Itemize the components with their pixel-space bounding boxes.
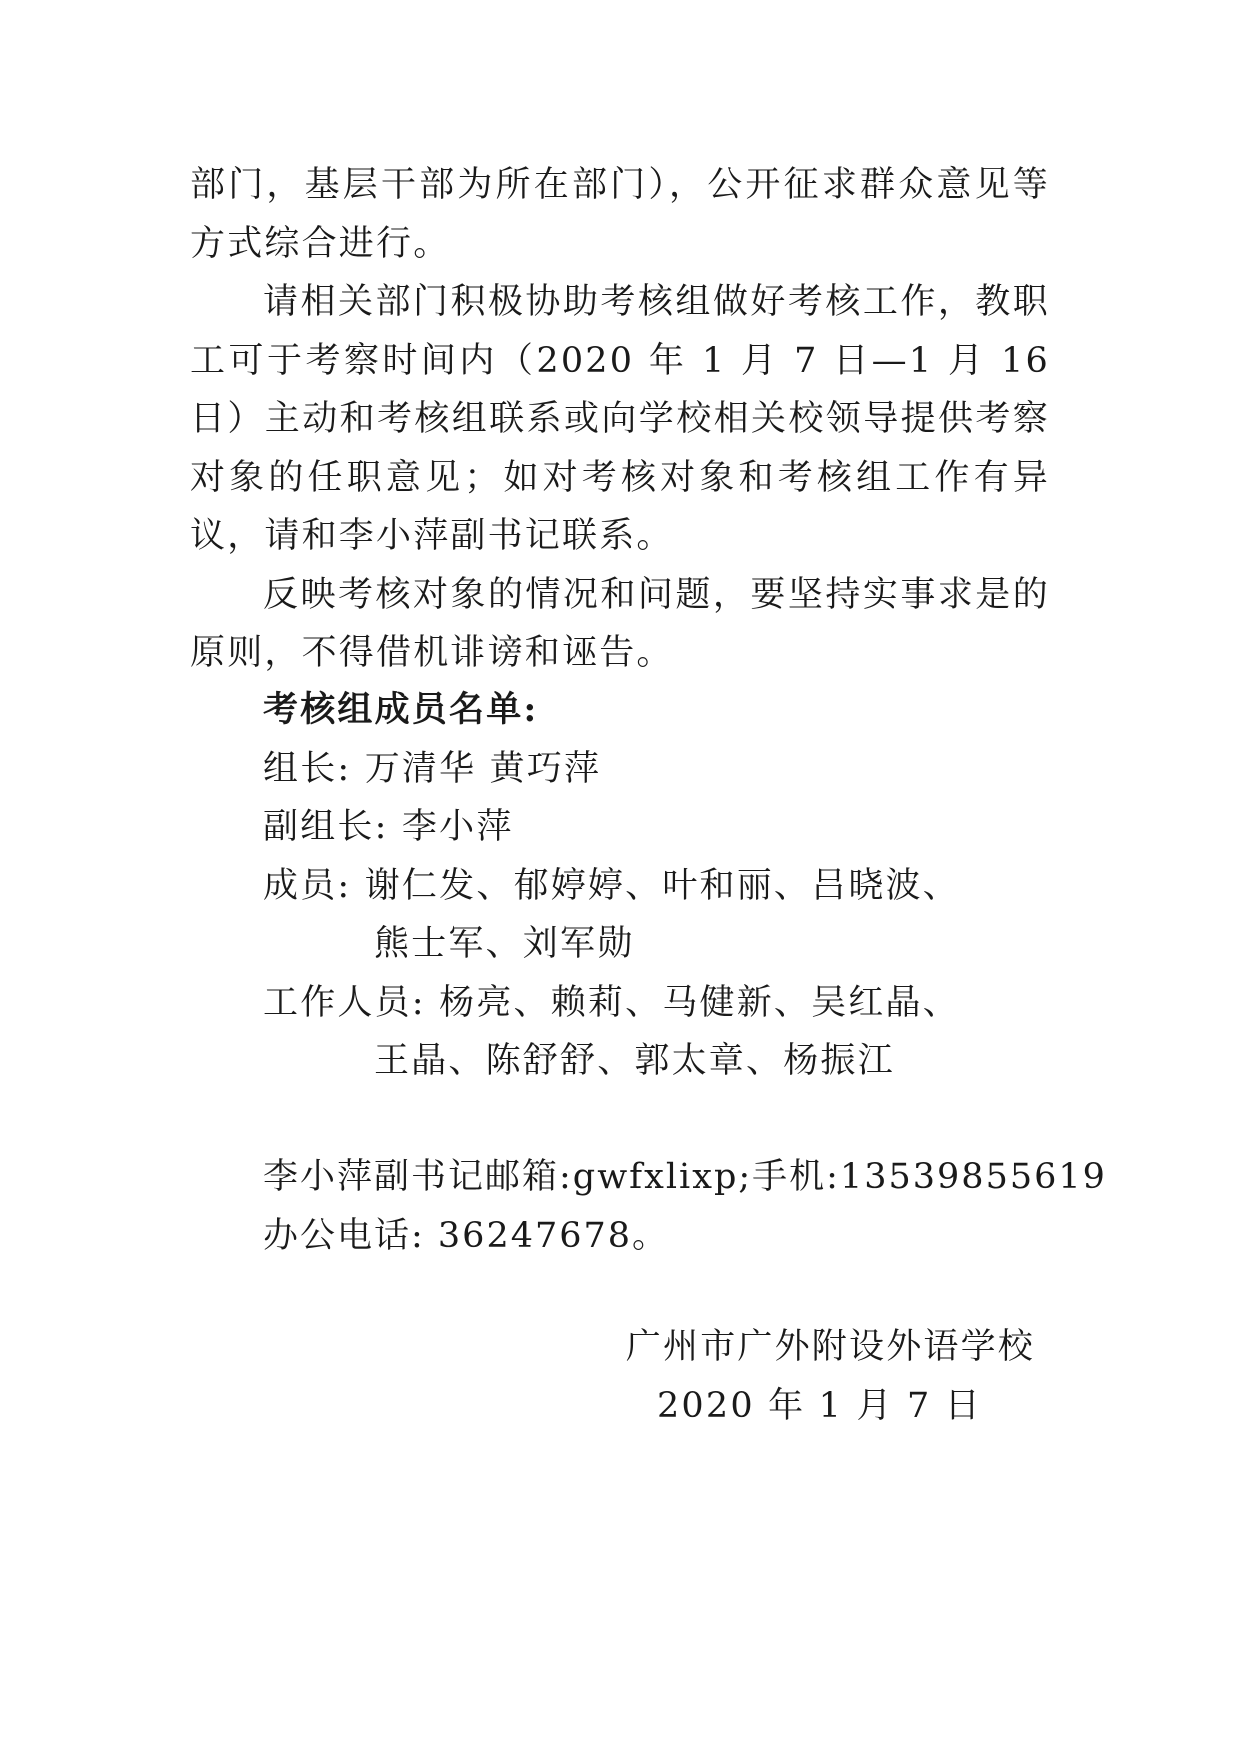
contact-info (263, 1148, 1107, 1265)
staff-line-continued: 王晶、陈舒舒、郭太章、杨振江 (374, 1041, 895, 1081)
signature-organization: 广州市广外附设外语学校 (625, 1327, 1035, 1367)
member-list-title: 考核组成员名单: (263, 689, 539, 730)
signature-date: 2020 年 1 月 7 日 (656, 1385, 982, 1426)
members-line-continued: 熊士军、刘军勋 (374, 924, 635, 964)
paragraph-cooperation: 请相关部门积极协助考核组做好考核工作，教职工可于考察时间内（2020 年 1 月 7 日—1 月 16 日）主动和考核组联系或向学校相关校领导提供考察对象的任职意见；如对考核对象和考核组工作有异议，请和李小萍副书记联系。 (190, 282, 1050, 556)
members-line: 成员: 谢仁发、郁婷婷、叶和丽、吕晓波、 (263, 865, 960, 906)
paragraph-principle: 反映考核对象的情况和问题，要坚持实事求是的原则，不得借机诽谤和诬告。 (190, 574, 1050, 673)
staff-line: 工作人员: 杨亮、赖莉、马健新、吴红晶、 (263, 982, 960, 1023)
member-list (263, 681, 1053, 1091)
signature-block (626, 1318, 1035, 1435)
office-phone-line: 办公电话: 36247678。 (263, 1215, 670, 1256)
leader-line: 组长: 万清华 黄巧萍 (263, 748, 602, 789)
deputy-leader-line: 副组长: 李小萍 (263, 807, 514, 847)
email-phone-line: 李小萍副书记邮箱:gwfxlixp;手机:13539855619 (263, 1157, 1107, 1197)
paragraph-continuation: 部门，基层干部为所在部门），公开征求群众意见等方式综合进行。 (190, 165, 1050, 264)
body-text (190, 156, 1050, 683)
